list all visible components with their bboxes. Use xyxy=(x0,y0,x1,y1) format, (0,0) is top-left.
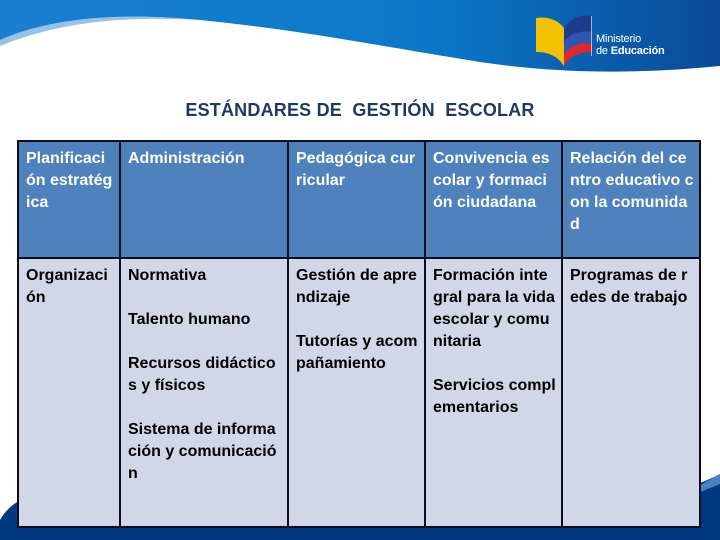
list-item: Sistema de información y comunicación xyxy=(128,421,277,482)
standards-table xyxy=(17,140,701,528)
header-cell-pedagogica: Pedagógica curricular xyxy=(288,141,425,258)
list-item: Formación integral para la vida escolar y comunitaria xyxy=(433,267,555,350)
list-item: Recursos didácticos y físicos xyxy=(128,355,276,394)
list-item: Normativa xyxy=(128,267,207,284)
list-item: Organización xyxy=(26,267,108,306)
logo-line-2 xyxy=(596,45,665,57)
header-cell-convivencia: Convivencia escolar y formación ciudadana xyxy=(425,141,562,258)
list-item: Servicios complementarios xyxy=(433,377,556,416)
header-cell-administracion: Administración xyxy=(120,141,288,258)
list-item: Programas de redes de trabajo xyxy=(570,267,688,306)
cell-convivencia xyxy=(425,258,562,527)
page-title: ESTÁNDARES DE GESTIÓN ESCOLAR xyxy=(185,100,535,120)
cell-pedagogica xyxy=(288,258,425,527)
logo-divider xyxy=(591,16,592,56)
logo-text xyxy=(596,33,665,57)
cell-administracion xyxy=(120,258,288,527)
header-cell-relacion: Relación del centro educativo con la comunidad xyxy=(562,141,700,258)
header-row xyxy=(18,141,700,258)
logo-line-2-prefix: de xyxy=(596,45,611,57)
table-row xyxy=(18,258,700,527)
list-item: Tutorías y acompañamiento xyxy=(296,333,418,372)
cell-relacion xyxy=(562,258,700,527)
logo-line-1: Ministerio xyxy=(596,33,642,45)
cell-planificacion xyxy=(18,258,120,527)
header-cell-planificacion: Planificación estratégica xyxy=(18,141,120,258)
list-item: Talento humano xyxy=(128,311,251,328)
list-item: Gestión de aprendizaje xyxy=(296,267,417,306)
logo-line-2-bold: Educación xyxy=(610,45,665,57)
